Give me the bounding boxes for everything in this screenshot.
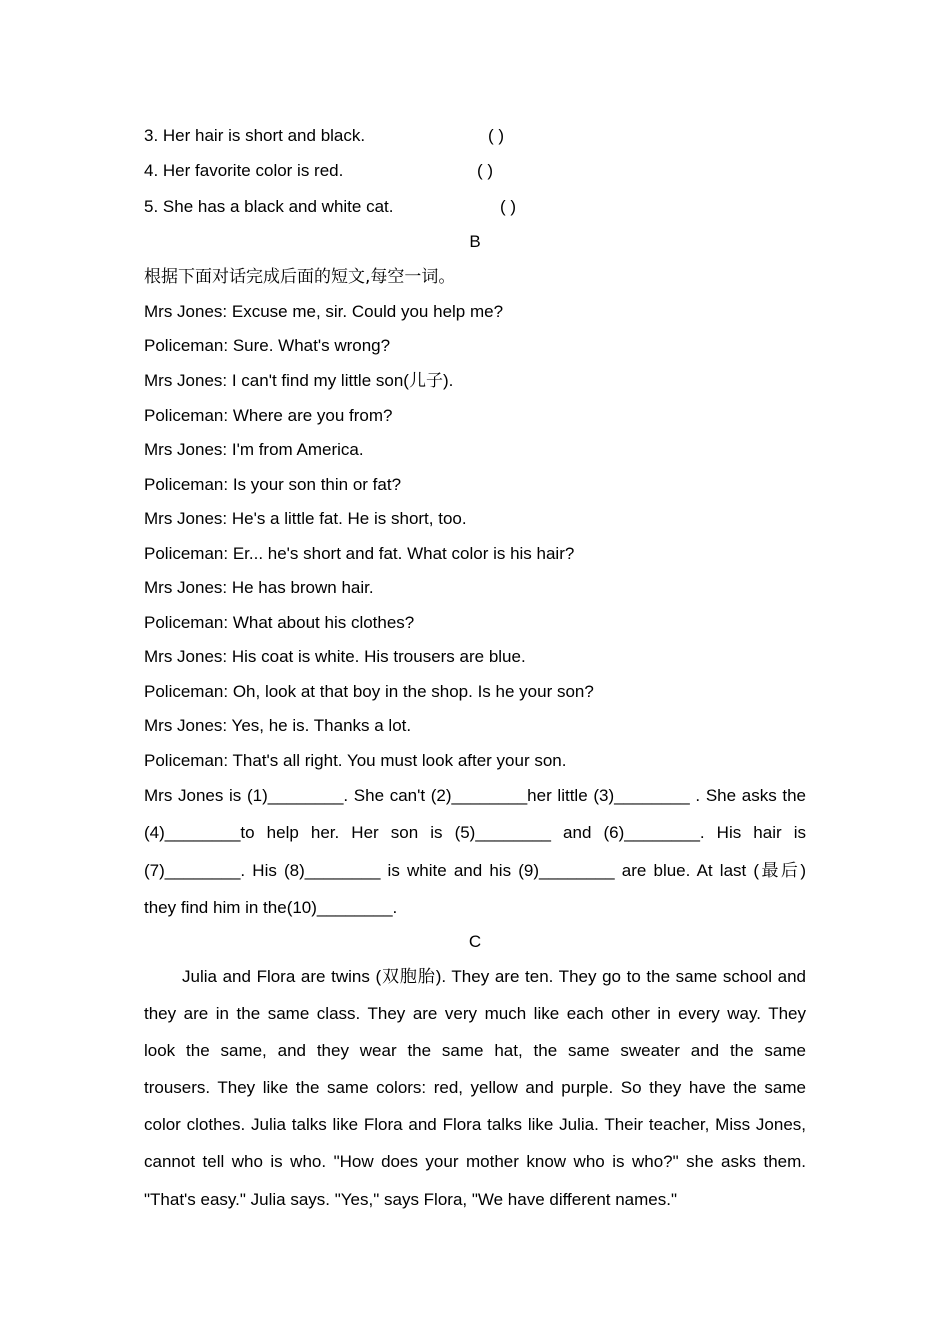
cloze-line: (7)________. His (8)________ is white and his (9)________ are blue. At last (最后) — [144, 861, 806, 880]
dialogue-line: Mrs Jones: He has brown hair. — [144, 578, 374, 597]
answer-blank-3: ( ) — [488, 126, 505, 145]
dialogue-line: Policeman: Oh, look at that boy in the shop. Is he your son? — [144, 682, 594, 701]
dialogue-line: Mrs Jones: Yes, he is. Thanks a lot. — [144, 716, 412, 735]
dialogue-line: Policeman: Is your son thin or fat? — [144, 475, 402, 494]
dialogue-line: Mrs Jones: He's a little fat. He is short, too. — [144, 509, 467, 528]
cloze-line: (4)________to help her. Her son is (5)________ and (6)________. His hair is — [144, 823, 806, 842]
passage-line: cannot tell who is who. "How does your mother know who is who?" she asks them. — [144, 1152, 806, 1171]
cloze-line: they find him in the(10)________. — [144, 898, 398, 917]
dialogue-line: Policeman: What about his clothes? — [144, 613, 415, 632]
dialogue-line: Policeman: Sure. What's wrong? — [144, 336, 391, 355]
passage-line: Julia and Flora are twins (双胞胎). They are ten. They go to the same school and — [182, 967, 806, 986]
dialogue-line: Mrs Jones: His coat is white. His trousers are blue. — [144, 647, 526, 666]
dialogue-line: Policeman: Where are you from? — [144, 406, 393, 425]
passage-line: color clothes. Julia talks like Flora and Flora talks like Julia. Their teacher, Miss Jones, — [144, 1115, 806, 1134]
dialogue-line: Policeman: That's all right. You must look after your son. — [144, 751, 567, 770]
section-b-instruction: 根据下面对话完成后面的短文,每空一词。 — [144, 267, 456, 287]
cloze-line: Mrs Jones is (1)________. She can't (2)________her little (3)________ . She asks the — [144, 786, 806, 805]
passage-line: trousers. They like the same colors: red, yellow and purple. So they have the same — [144, 1078, 806, 1097]
answer-blank-5: ( ) — [500, 197, 517, 216]
passage-line: look the same, and they wear the same hat, the same sweater and the same — [144, 1041, 806, 1060]
answer-blank-4: ( ) — [477, 161, 494, 180]
section-b-heading: B — [469, 232, 481, 251]
dialogue-line: Mrs Jones: I can't find my little son(儿子). — [144, 371, 454, 390]
dialogue-line: Mrs Jones: I'm from America. — [144, 440, 364, 459]
statement-5: 5. She has a black and white cat. — [144, 197, 394, 216]
statement-3: 3. Her hair is short and black. — [144, 126, 366, 145]
passage-line: they are in the same class. They are very much like each other in every way. They — [144, 1004, 806, 1023]
dialogue-line: Mrs Jones: Excuse me, sir. Could you help me? — [144, 302, 504, 321]
section-c-heading: C — [468, 932, 482, 951]
statement-4: 4. Her favorite color is red. — [144, 161, 344, 180]
dialogue-line: Policeman: Er... he's short and fat. What color is his hair? — [144, 544, 575, 563]
passage-line: "That's easy." Julia says. "Yes," says Flora, "We have different names." — [144, 1190, 678, 1209]
